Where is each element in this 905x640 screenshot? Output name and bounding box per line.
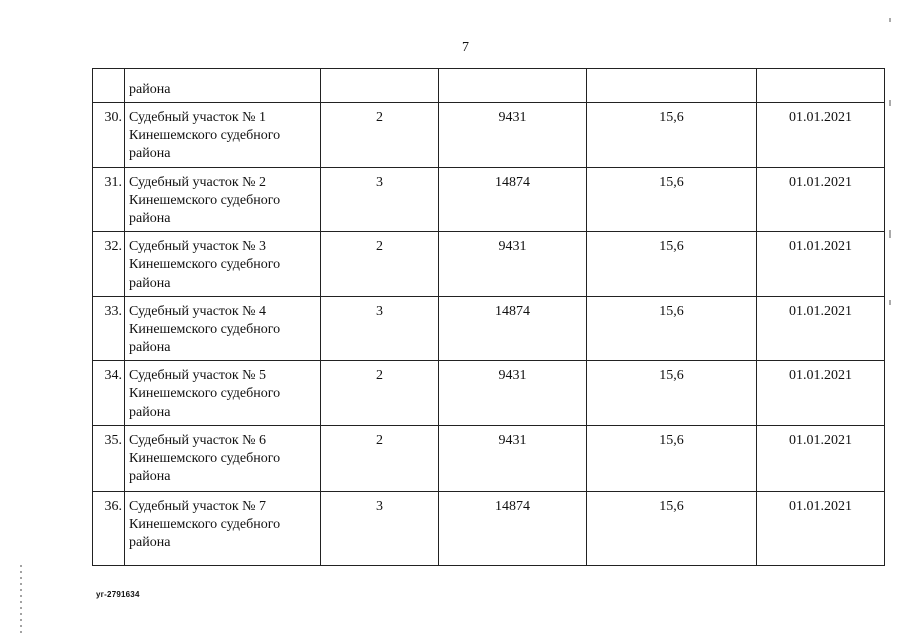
cell-col3: 2 xyxy=(321,425,439,491)
cell-col3: 2 xyxy=(321,232,439,297)
cell-col3: 3 xyxy=(321,167,439,232)
cell-date xyxy=(757,69,885,103)
table-row xyxy=(93,425,885,491)
court-district-name: Судебный участок № 4 Кинешемского судебного района xyxy=(125,296,321,361)
cell-col4: 14874 xyxy=(439,167,587,232)
table-row xyxy=(93,491,885,565)
court-district-name: Судебный участок № 3 Кинешемского судебного района xyxy=(125,232,321,297)
cell-col5: 15,6 xyxy=(587,103,757,168)
cell-num xyxy=(93,69,125,103)
cell-date: 01.01.2021 xyxy=(757,232,885,297)
cell-date: 01.01.2021 xyxy=(757,361,885,426)
cell-col5 xyxy=(587,69,757,103)
cell-date: 01.01.2021 xyxy=(757,103,885,168)
row-number: 31. xyxy=(93,167,125,232)
table-row-continuation xyxy=(93,69,885,103)
scan-edge-mark xyxy=(889,300,891,305)
table-row xyxy=(93,296,885,361)
cell-col4: 9431 xyxy=(439,103,587,168)
allocation-table xyxy=(92,68,885,566)
row-number: 36. xyxy=(93,491,125,565)
table-row xyxy=(93,103,885,168)
row-number: 30. xyxy=(93,103,125,168)
row-number: 34. xyxy=(93,361,125,426)
court-district-name: Судебный участок № 1 Кинешемского судебного района xyxy=(125,103,321,168)
cell-col5: 15,6 xyxy=(587,491,757,565)
cell-col3 xyxy=(321,69,439,103)
court-district-name: Судебный участок № 7 Кинешемского судебного района xyxy=(125,491,321,565)
cell-date: 01.01.2021 xyxy=(757,296,885,361)
scan-edge-mark xyxy=(889,18,891,22)
scan-edge-mark xyxy=(889,230,891,238)
scan-margin-mark xyxy=(20,565,22,635)
cell-col5: 15,6 xyxy=(587,361,757,426)
cell-col4: 9431 xyxy=(439,425,587,491)
document-code: уг-2791634 xyxy=(96,590,140,599)
cell-col4: 9431 xyxy=(439,232,587,297)
cell-col5: 15,6 xyxy=(587,167,757,232)
cell-col4: 14874 xyxy=(439,491,587,565)
row-number: 32. xyxy=(93,232,125,297)
cell-col5: 15,6 xyxy=(587,425,757,491)
row-number: 35. xyxy=(93,425,125,491)
scan-edge-mark xyxy=(889,100,891,106)
page-number: 7 xyxy=(462,40,469,55)
court-district-name: Судебный участок № 6 Кинешемского судебного района xyxy=(125,425,321,491)
cell-date: 01.01.2021 xyxy=(757,425,885,491)
table-row xyxy=(93,361,885,426)
cell-col5: 15,6 xyxy=(587,296,757,361)
table-row xyxy=(93,167,885,232)
row-number: 33. xyxy=(93,296,125,361)
cell-col5: 15,6 xyxy=(587,232,757,297)
court-district-name: Судебный участок № 2 Кинешемского судебного района xyxy=(125,167,321,232)
cell-date: 01.01.2021 xyxy=(757,491,885,565)
cell-col3: 2 xyxy=(321,361,439,426)
cell-col4 xyxy=(439,69,587,103)
cell-col4: 14874 xyxy=(439,296,587,361)
cell-col3: 2 xyxy=(321,103,439,168)
cell-date: 01.01.2021 xyxy=(757,167,885,232)
cell-col4: 9431 xyxy=(439,361,587,426)
cell-col3: 3 xyxy=(321,296,439,361)
cell-col3: 3 xyxy=(321,491,439,565)
cell-name: района xyxy=(125,69,321,103)
table-row xyxy=(93,232,885,297)
court-district-name: Судебный участок № 5 Кинешемского судебного района xyxy=(125,361,321,426)
